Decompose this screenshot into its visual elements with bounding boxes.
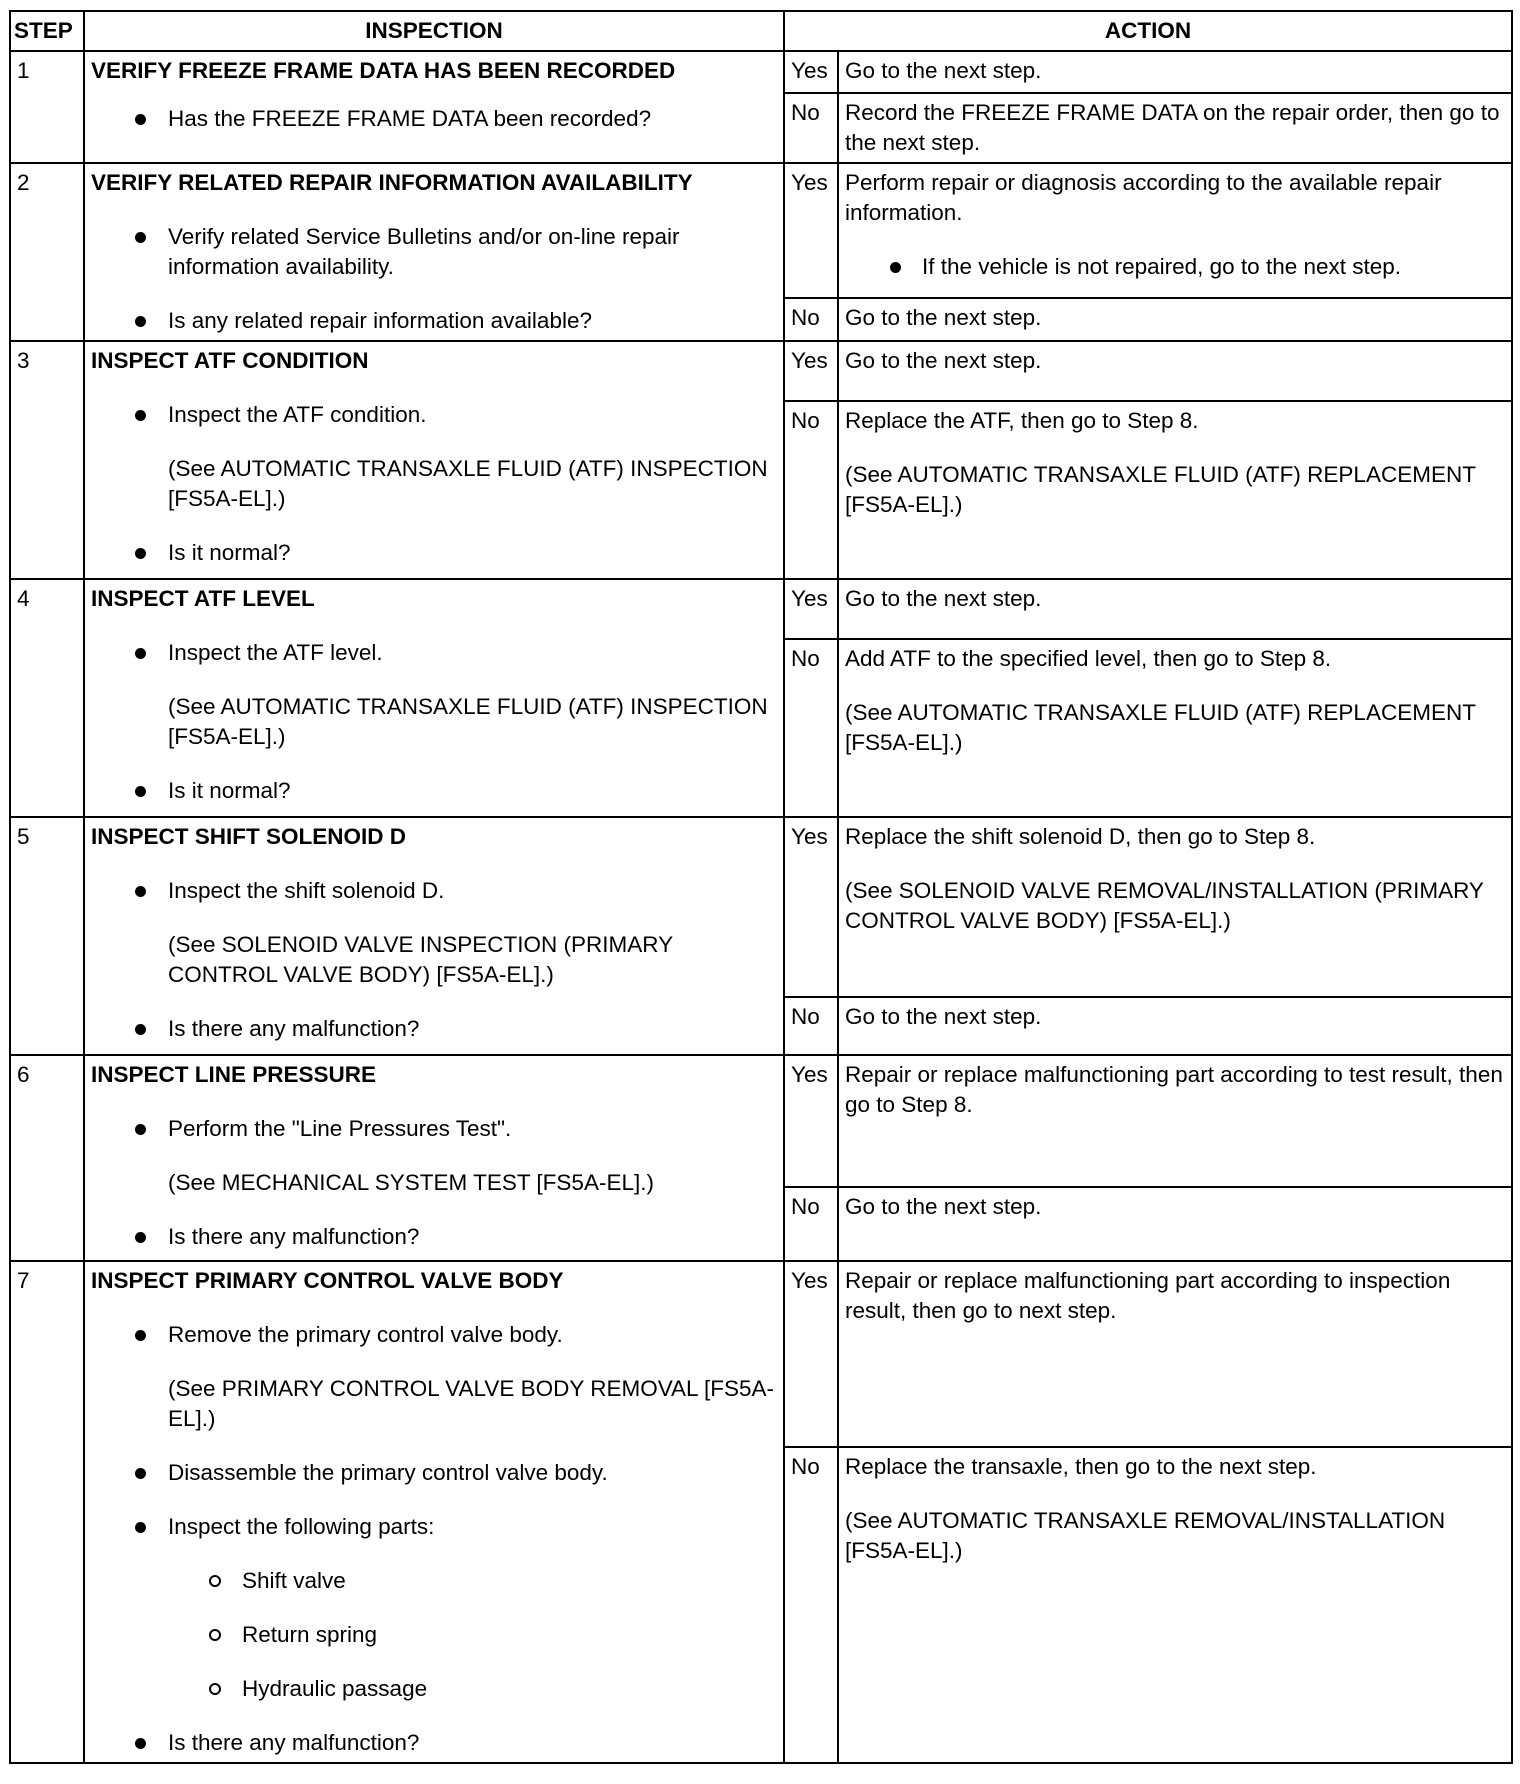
yes-label: Yes (784, 579, 838, 639)
diagnostic-procedure-table (9, 10, 1513, 1764)
no-label: No (784, 997, 838, 1055)
bullet-item: Inspect the shift solenoid D. (91, 876, 777, 906)
no-label: No (784, 1447, 838, 1763)
bullet-question: Is it normal? (91, 776, 777, 806)
step-number: 7 (10, 1261, 84, 1763)
action-text: Replace the transaxle, then go to the next step. (845, 1454, 1317, 1479)
yes-label: Yes (784, 1261, 838, 1447)
step-number: 4 (10, 579, 84, 817)
step-5-row (10, 817, 1512, 997)
yes-action (838, 163, 1512, 298)
step-number: 3 (10, 341, 84, 579)
step-2-row (10, 163, 1512, 298)
yes-label: Yes (784, 341, 838, 401)
bullet-item: Remove the primary control valve body. (91, 1320, 777, 1350)
bullet-item: Verify related Service Bulletins and/or on-line repair information availability. (91, 222, 777, 282)
step-4-inspection (84, 579, 784, 817)
yes-label: Yes (784, 817, 838, 997)
step-number: 2 (10, 163, 84, 341)
step-3-row (10, 341, 1512, 401)
reference-text: (See AUTOMATIC TRANSAXLE FLUID (ATF) INSPECTION [FS5A-EL].) (168, 456, 768, 511)
step-4-row (10, 579, 1512, 639)
step-7-inspection (84, 1261, 784, 1763)
bullet-question: Has the FREEZE FRAME DATA been recorded? (91, 104, 777, 134)
no-label: No (784, 401, 838, 579)
step-title: INSPECT PRIMARY CONTROL VALVE BODY (91, 1268, 564, 1293)
action-text: Add ATF to the specified level, then go to Step 8. (845, 646, 1332, 671)
step-6-row (10, 1055, 1512, 1187)
step-title: INSPECT LINE PRESSURE (91, 1062, 377, 1087)
bullet-question: Is there any malfunction? (91, 1014, 777, 1044)
no-action (838, 639, 1512, 817)
header-step: STEP (10, 11, 84, 51)
action-text: Record the FREEZE FRAME DATA on the repair order, then go to the next step. (845, 100, 1500, 155)
no-action (838, 1447, 1512, 1763)
bullet-item: Inspect the ATF condition. (91, 400, 777, 430)
action-text: Replace the shift solenoid D, then go to Step 8. (845, 824, 1316, 849)
step-title: VERIFY FREEZE FRAME DATA HAS BEEN RECORDED (91, 58, 676, 83)
yes-action (838, 341, 1512, 401)
action-text: Go to the next step. (845, 305, 1042, 331)
action-bullet: If the vehicle is not repaired, go to the next step. (845, 252, 1505, 282)
yes-action (838, 1055, 1512, 1187)
bullet-item: Inspect the ATF level. (91, 638, 777, 668)
no-label: No (784, 639, 838, 817)
sub-bullet-item: Return spring (91, 1620, 777, 1650)
step-title: VERIFY RELATED REPAIR INFORMATION AVAILABILITY (91, 170, 693, 195)
yes-action (838, 579, 1512, 639)
reference-text: (See SOLENOID VALVE INSPECTION (PRIMARY CONTROL VALVE BODY) [FS5A-EL].) (168, 932, 673, 987)
bullet-question: Is it normal? (91, 538, 777, 568)
action-text: Go to the next step. (845, 1004, 1042, 1029)
sub-bullet-item: Shift valve (91, 1566, 777, 1596)
step-7-row (10, 1261, 1512, 1447)
yes-label: Yes (784, 163, 838, 298)
bullet-question: Is there any malfunction? (91, 1728, 777, 1758)
reference-text: (See PRIMARY CONTROL VALVE BODY REMOVAL [FS5A-EL].) (168, 1376, 775, 1431)
bullet-question: Is there any malfunction? (91, 1222, 777, 1252)
action-text: Perform repair or diagnosis according to the available repair information. (845, 170, 1442, 225)
reference-text: (See MECHANICAL SYSTEM TEST [FS5A-EL].) (168, 1170, 654, 1195)
action-reference: (See SOLENOID VALVE REMOVAL/INSTALLATION (PRIMARY CONTROL VALVE BODY) [FS5A-EL].) (845, 878, 1484, 933)
action-text: Replace the ATF, then go to Step 8. (845, 408, 1199, 433)
bullet-item: Disassemble the primary control valve body. (91, 1458, 777, 1488)
sub-bullet-item: Hydraulic passage (91, 1674, 777, 1704)
yes-action (838, 817, 1512, 997)
action-text: Repair or replace malfunctioning part according to test result, then go to Step 8. (845, 1062, 1503, 1117)
step-1-inspection (84, 51, 784, 163)
no-label: No (784, 93, 838, 163)
diagnostic-page (9, 10, 1511, 1764)
no-action (838, 401, 1512, 579)
step-5-inspection (84, 817, 784, 1055)
no-label: No (784, 1187, 838, 1261)
action-reference: (See AUTOMATIC TRANSAXLE REMOVAL/INSTALLATION [FS5A-EL].) (845, 1508, 1446, 1563)
action-text: Go to the next step. (845, 58, 1042, 83)
step-3-inspection (84, 341, 784, 579)
yes-action (838, 51, 1512, 93)
step-title: INSPECT ATF LEVEL (91, 586, 315, 611)
action-text: Go to the next step. (845, 348, 1042, 373)
step-1-row (10, 51, 1512, 93)
step-number: 6 (10, 1055, 84, 1261)
step-2-inspection (84, 163, 784, 341)
action-text: Go to the next step. (845, 586, 1042, 611)
step-title: INSPECT SHIFT SOLENOID D (91, 824, 407, 849)
step-6-inspection (84, 1055, 784, 1261)
yes-label: Yes (784, 1055, 838, 1187)
no-action (838, 298, 1512, 341)
step-number: 1 (10, 51, 84, 163)
no-action (838, 1187, 1512, 1261)
action-text: Go to the next step. (845, 1194, 1042, 1219)
no-action (838, 93, 1512, 163)
no-action (838, 997, 1512, 1055)
table-header-row (10, 11, 1512, 51)
action-reference: (See AUTOMATIC TRANSAXLE FLUID (ATF) REPLACEMENT [FS5A-EL].) (845, 700, 1476, 755)
yes-action (838, 1261, 1512, 1447)
bullet-item: Inspect the following parts: (91, 1512, 777, 1542)
step-title: INSPECT ATF CONDITION (91, 348, 369, 373)
bullet-question: Is any related repair information available? (91, 306, 777, 336)
bullet-item: Perform the "Line Pressures Test". (91, 1114, 777, 1144)
no-label: No (784, 298, 838, 341)
header-action: ACTION (784, 11, 1512, 51)
header-inspection: INSPECTION (84, 11, 784, 51)
reference-text: (See AUTOMATIC TRANSAXLE FLUID (ATF) INSPECTION [FS5A-EL].) (168, 694, 768, 749)
action-reference: (See AUTOMATIC TRANSAXLE FLUID (ATF) REPLACEMENT [FS5A-EL].) (845, 462, 1476, 517)
step-number: 5 (10, 817, 84, 1055)
yes-label: Yes (784, 51, 838, 93)
action-text: Repair or replace malfunctioning part according to inspection result, then go to next step. (845, 1268, 1451, 1323)
